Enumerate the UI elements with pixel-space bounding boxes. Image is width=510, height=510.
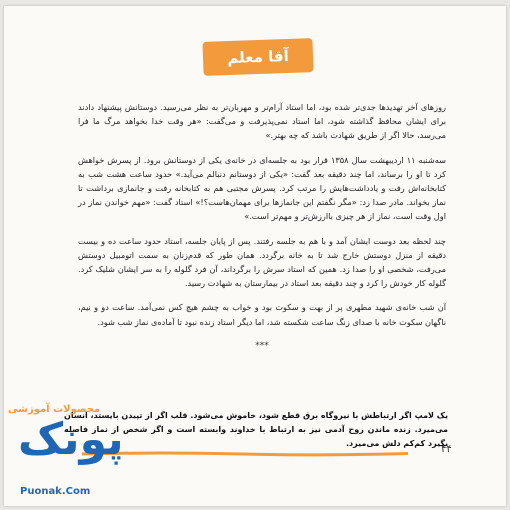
watermark-url: Puonak.Com (20, 486, 91, 497)
paragraph-4: آن شب خانه‌ی شهید مطهری پر از بهت و سکوت بود و خواب به چشم هیچ کس نمی‌آمد. ساعت دو و نیم، ناگهان سکوت خانه با صدای زنگ ساعت شکسته شد، اما دیگر استاد زنده نبود تا آماده‌ی نماز شب شود. (78, 302, 446, 327)
paragraph-1: روزهای آخر تهدیدها جدی‌تر شده بود، اما استاد آرام‌تر و مهربان‌تر به نظر می‌رسید. دوستانش پیشنهاد دادند برای ایشان محافظ گذاشته شود، اما استاد نمی‌پذیرفت و می‌گفت: «هر وقت خدا بخواهد مرگ ما فرا می‌رسد، حالا اگر از طریق شهادت باشد که چه بهتر.» (78, 102, 446, 141)
chapter-title: آقا معلم (226, 46, 290, 68)
watermark-logo: پونک (18, 414, 124, 465)
page-number: ۴۴ (441, 444, 452, 455)
puonak-watermark (6, 398, 136, 508)
highlighted-footnote: یک لامپ اگر ارتباطش با نیروگاه برق قطع شود، خاموش می‌شود. قلب اگر از تپیدن بایستد، انسان می‌میرد. زنده ماندن روح آدمی نیز به ارتباط با خداوند وابسته است و اگر شخص از نماز فاصله بگیرد کم‌کم دلش می‌میرد. (64, 411, 448, 448)
paragraph-3: چند لحظه بعد دوست ایشان آمد و با هم به جلسه رفتند. پس از پایان جلسه، استاد حدود ساعت ده و بیست دقیقه از منزل دوستش خارج شد تا به خانه برگردد. همان طور که قدم‌زنان به سمت اتومبیل دوستش می‌رفت، شخصی او را صدا زد. همین که استاد سرش را برگرداند، آن فرد گلوله را به سر ایشان شلیک کرد. گلوله کار خودش را کرد و چند دقیقه بعد استاد در بیمارستان به شهادت رسید. (78, 235, 446, 289)
paragraph-2: سه‌شنبه ۱۱ اردیبهشت سال ۱۳۵۸ قرار بود به جلسه‌ای در خانه‌ی یکی از دوستانش برود. از پسرش خواهش کرد تا او را برساند، اما چند دقیقه بعد گفت: «یکی از دوستانم دنبالم می‌آید.» حدود ساعت هشت شب به کتابخانه‌اش رفت و یادداشت‌هایش را مرتب کرد. پسرش مجتبی هم به کتابخانه رفت و جانمازی برداشت تا نماز بخواند. مادر صدا زد: «مگر نگفتم این جانمازها برای مهمان‌هاست؟!» استاد گفت: «مهم خواندن نماز در اول وقت است، نماز از هر چیزی باارزش‌تر و مهم‌تر است.» (78, 154, 446, 222)
watermark-tagline: محصولات آموزشی (8, 404, 101, 415)
section-separator: *** (255, 340, 269, 351)
body-text (78, 100, 446, 361)
chapter-title-banner (202, 38, 313, 76)
